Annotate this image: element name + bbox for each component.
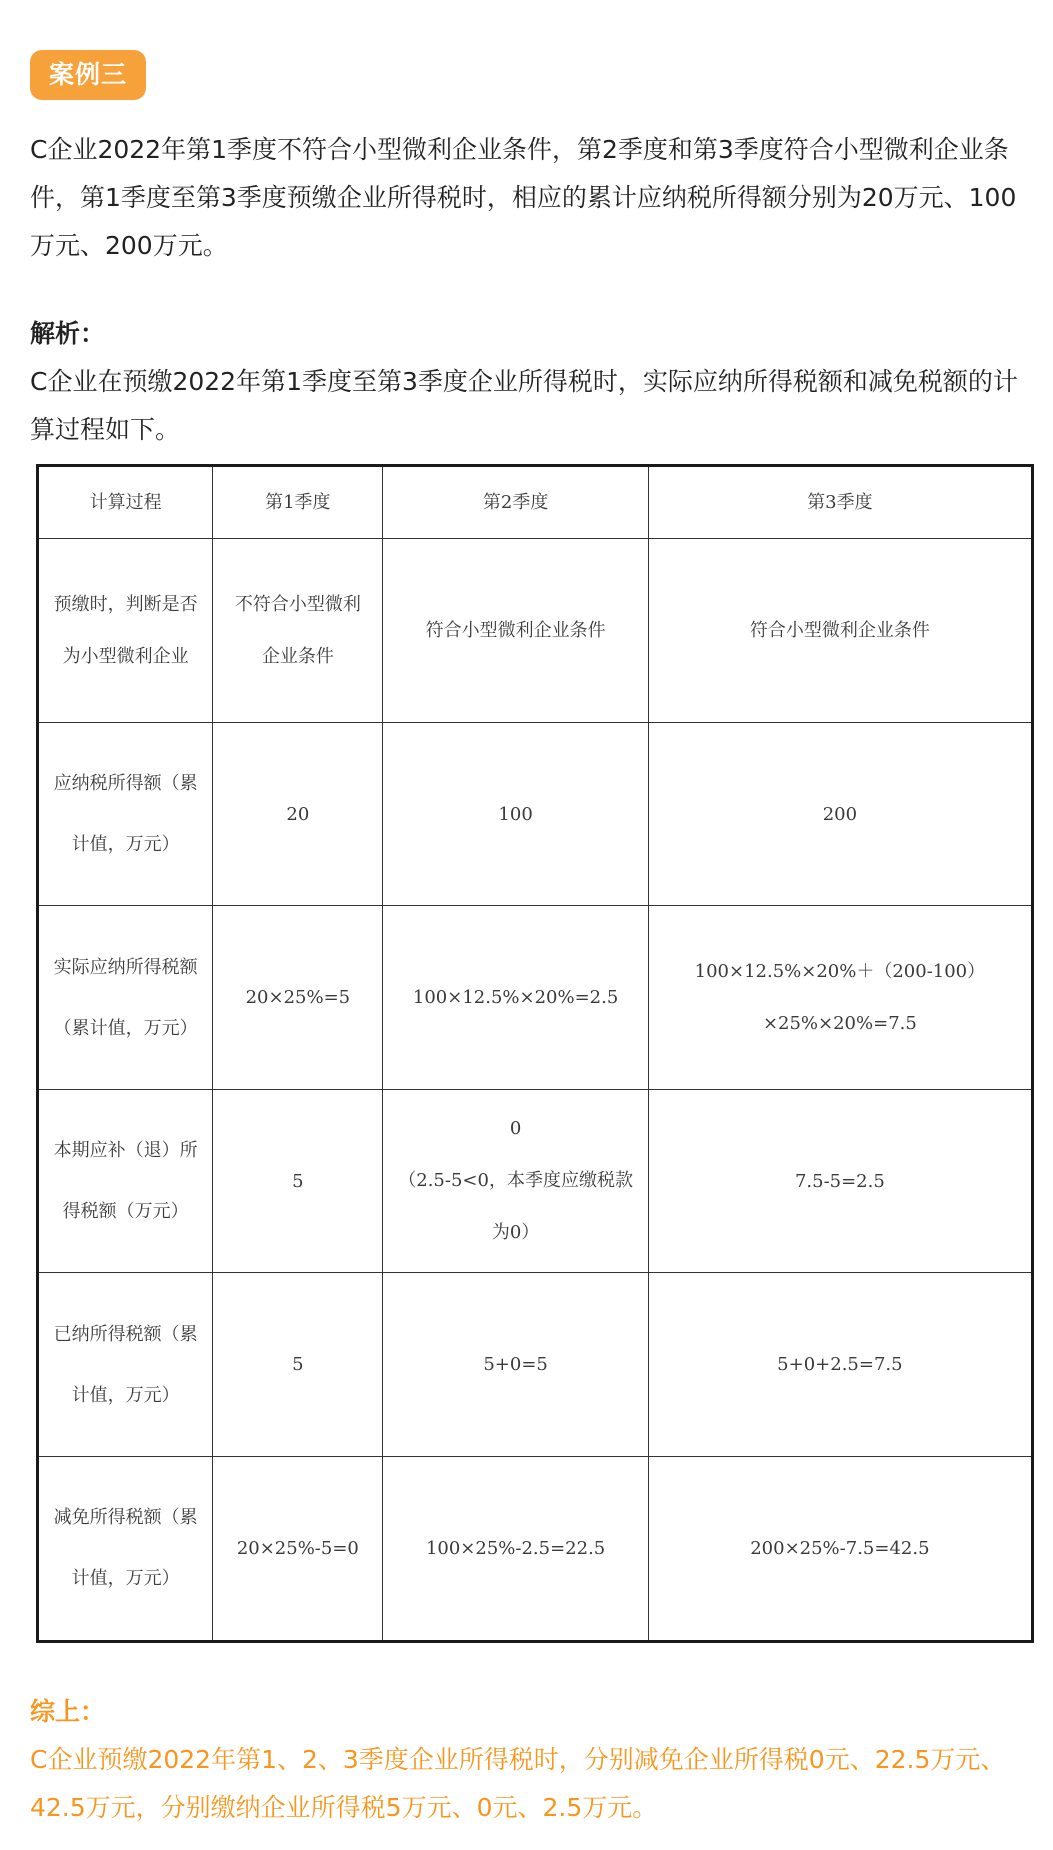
row-label: 减免所得税额（累计值，万元） bbox=[39, 1456, 213, 1640]
q2-note: （2.5-5<0，本季度应缴税款为0） bbox=[398, 1170, 633, 1244]
analysis-heading: 解析： bbox=[30, 319, 106, 348]
table-cell: 符合小型微利企业条件 bbox=[383, 539, 648, 723]
table-cell: 100×12.5%×20%＋（200-100）×25%×20%=7.5 bbox=[648, 906, 1031, 1090]
row-label: 应纳税所得额（累计值，万元） bbox=[39, 722, 213, 906]
summary-paragraph: C企业预缴2022年第1、2、3季度企业所得税时，分别减免企业所得税0元、22.5万元、42.5万元，分别缴纳企业所得税5万元、0元、2.5万元。 bbox=[30, 1745, 1006, 1822]
table-cell: 100×25%-2.5=22.5 bbox=[383, 1456, 648, 1640]
table-cell: 200×25%-7.5=42.5 bbox=[648, 1456, 1031, 1640]
table-row bbox=[39, 1456, 1031, 1640]
table-cell: 5+0=5 bbox=[383, 1273, 648, 1457]
table-cell: 符合小型微利企业条件 bbox=[648, 539, 1031, 723]
table-row bbox=[39, 906, 1031, 1090]
table-row bbox=[39, 1089, 1031, 1273]
intro-paragraph: C企业2022年第1季度不符合小型微利企业条件，第2季度和第3季度符合小型微利企业条件，第1季度至第3季度预缴企业所得税时，相应的累计应纳税所得额分别为20万元、100万元、200万元。 bbox=[30, 135, 1017, 260]
header-cell: 第2季度 bbox=[383, 467, 648, 539]
calculation-table bbox=[36, 464, 1034, 1643]
table-row bbox=[39, 539, 1031, 723]
table-cell: 7.5-5=2.5 bbox=[648, 1089, 1031, 1273]
table-cell: 20×25%=5 bbox=[213, 906, 383, 1090]
q2-value: 0 bbox=[509, 1118, 522, 1140]
table-row bbox=[39, 1273, 1031, 1457]
row-label: 已纳所得税额（累计值，万元） bbox=[39, 1273, 213, 1457]
table-cell: 5 bbox=[213, 1089, 383, 1273]
table-cell: 5+0+2.5=7.5 bbox=[648, 1273, 1031, 1457]
analysis-paragraph: C企业在预缴2022年第1季度至第3季度企业所得税时，实际应纳所得税额和减免税额的计算过程如下。 bbox=[30, 367, 1018, 444]
table-cell bbox=[383, 1089, 648, 1273]
table-cell: 20 bbox=[213, 722, 383, 906]
table-header-row bbox=[39, 467, 1031, 539]
table-row bbox=[39, 722, 1031, 906]
table-cell: 100 bbox=[383, 722, 648, 906]
table-cell: 不符合小型微利企业条件 bbox=[213, 539, 383, 723]
case-badge: 案例三 bbox=[30, 50, 146, 100]
header-cell: 第1季度 bbox=[213, 467, 383, 539]
row-label: 预缴时，判断是否为小型微利企业 bbox=[39, 539, 213, 723]
table-cell: 20×25%-5=0 bbox=[213, 1456, 383, 1640]
table-cell: 100×12.5%×20%=2.5 bbox=[383, 906, 648, 1090]
row-label: 实际应纳所得税额（累计值，万元） bbox=[39, 906, 213, 1090]
row-label: 本期应补（退）所得税额（万元） bbox=[39, 1089, 213, 1273]
table-cell: 5 bbox=[213, 1273, 383, 1457]
table-cell: 200 bbox=[648, 722, 1031, 906]
header-cell: 第3季度 bbox=[648, 467, 1031, 539]
header-cell: 计算过程 bbox=[39, 467, 213, 539]
summary-heading: 综上： bbox=[30, 1697, 106, 1726]
